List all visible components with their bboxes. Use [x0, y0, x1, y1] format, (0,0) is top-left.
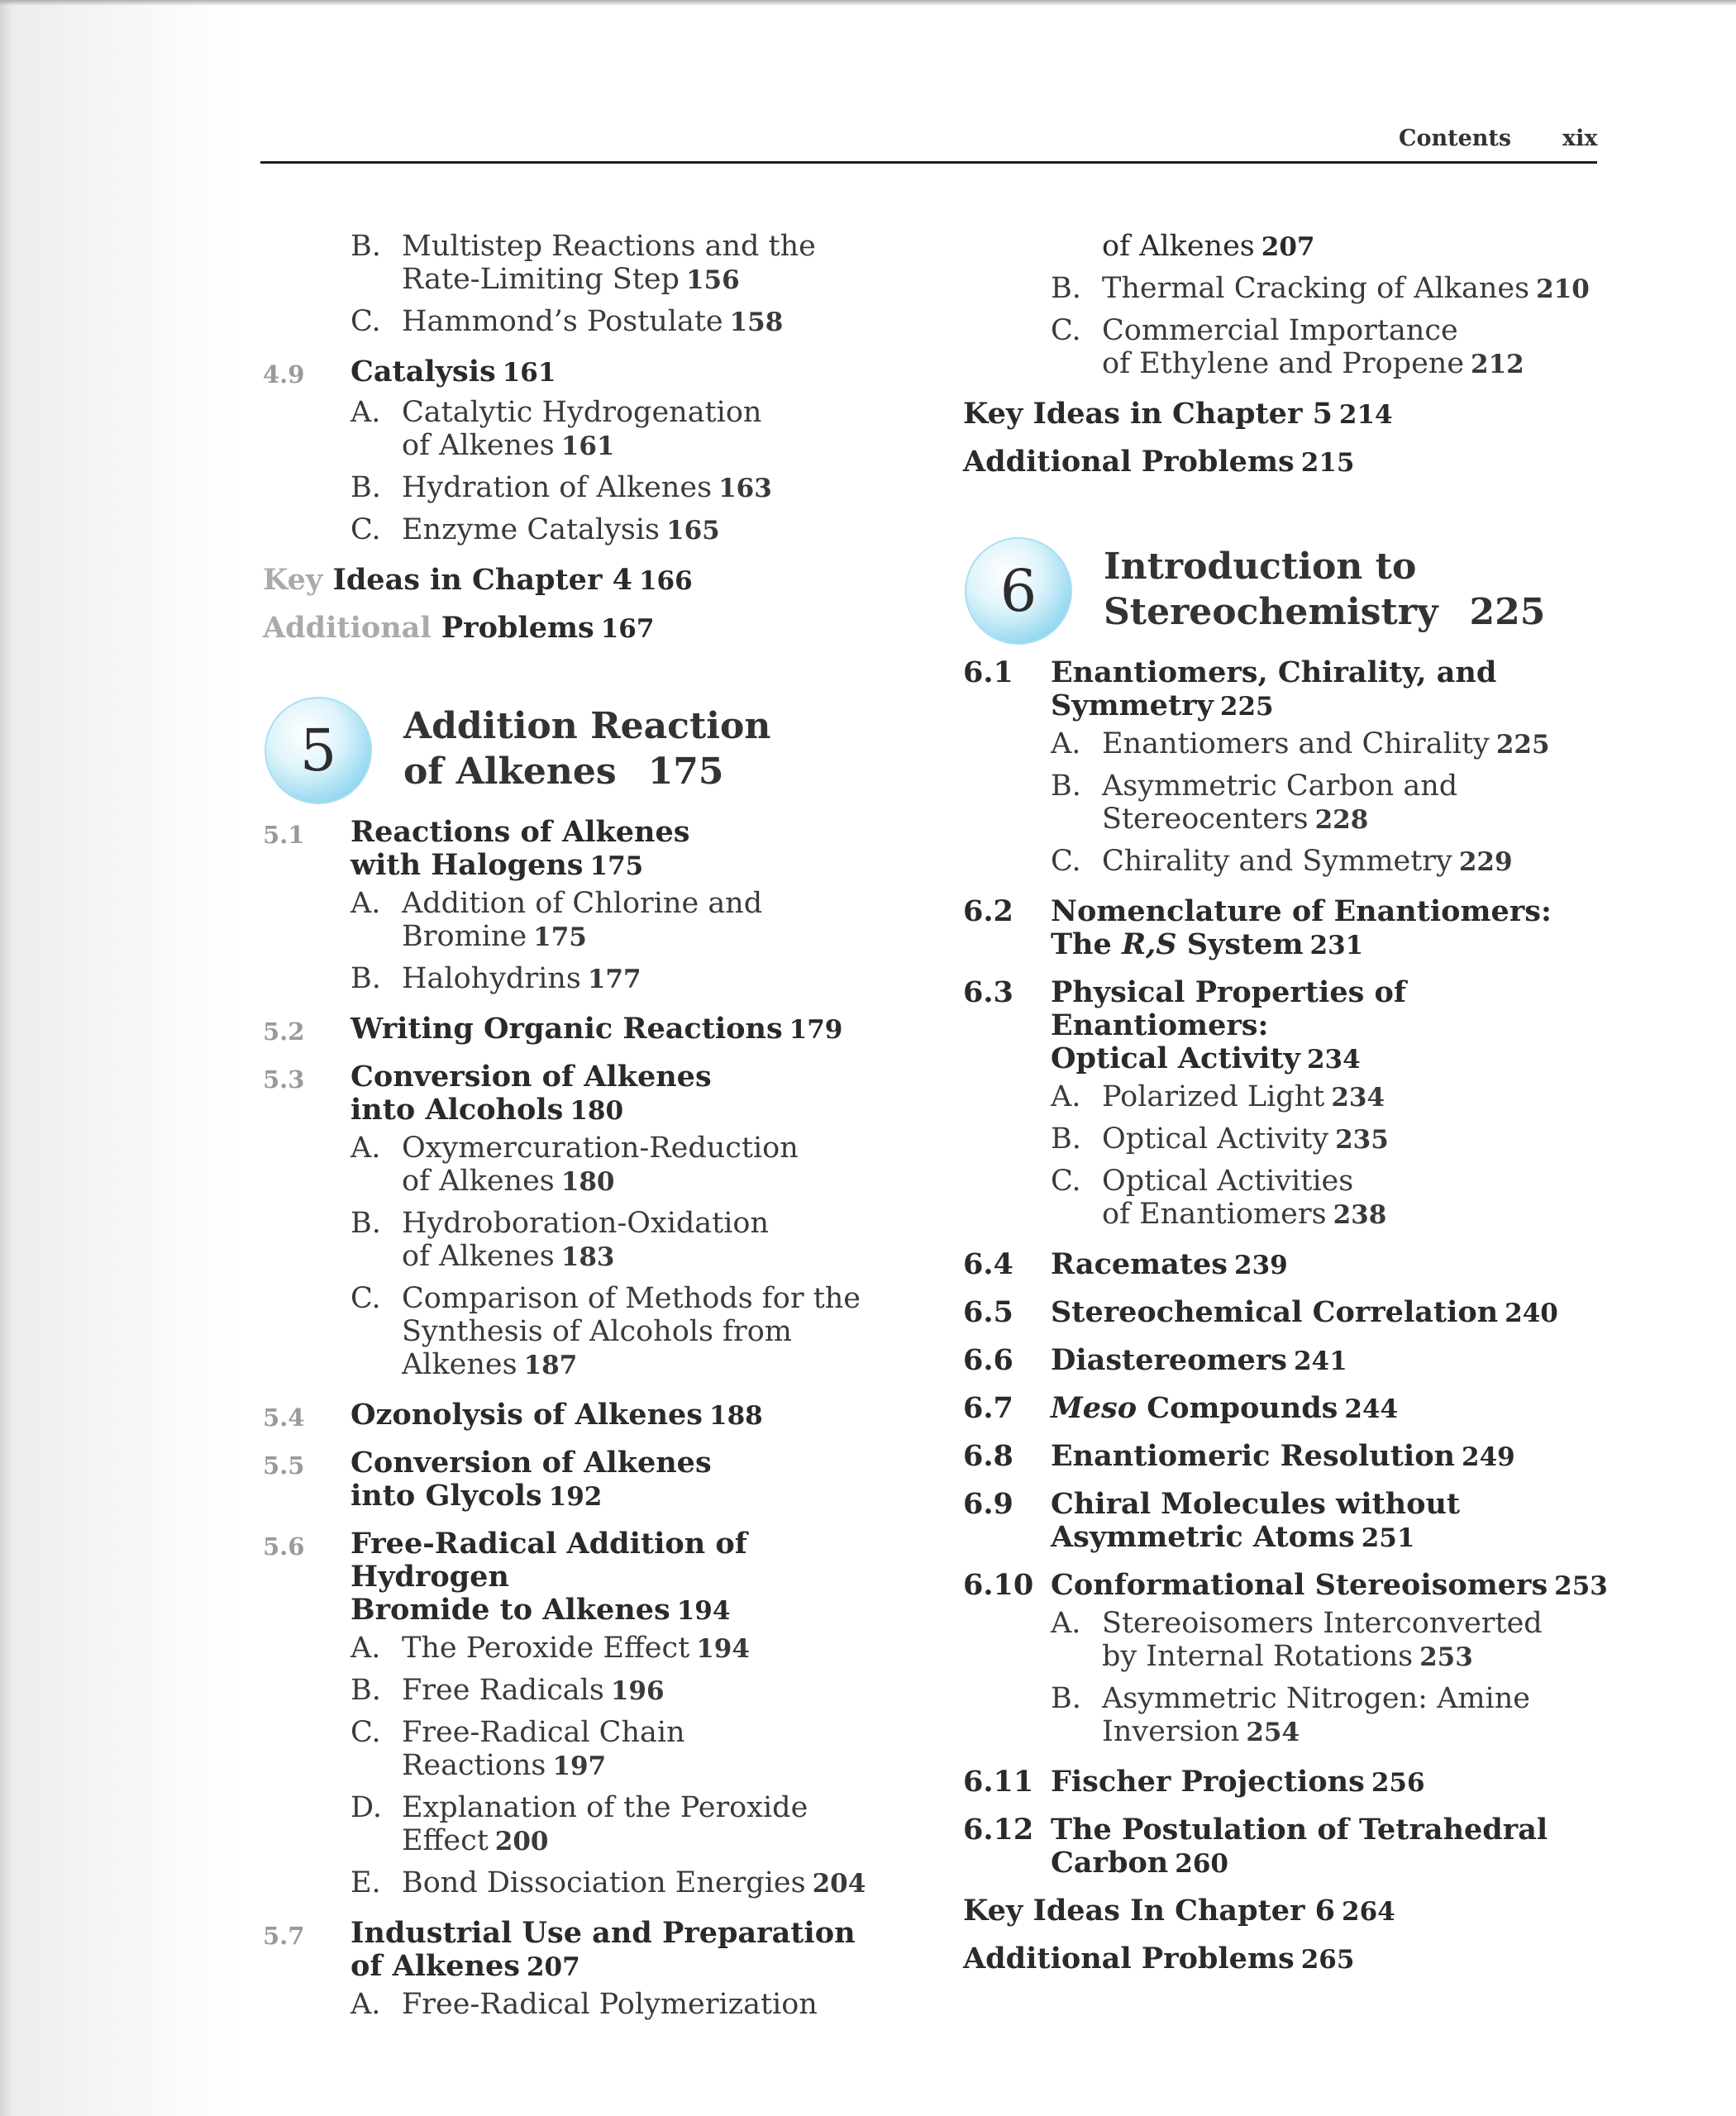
- toc-section-entry[interactable]: [263, 1013, 891, 1046]
- page-number: 161: [502, 358, 556, 388]
- entry-title: Additional Problems 215: [963, 445, 1355, 479]
- entry-label: B.: [1051, 272, 1081, 305]
- entry-label: C.: [1051, 314, 1081, 347]
- entry-label: B.: [1051, 1122, 1081, 1156]
- entry-label: B.: [1051, 770, 1081, 803]
- page-number: 192: [548, 1482, 603, 1512]
- chapter-5-heading[interactable]: [263, 697, 891, 803]
- entry-title: Asymmetric Carbon and Stereocenters 228: [1102, 770, 1458, 836]
- entry-label: 6.1: [963, 655, 1013, 689]
- toc-section-entry[interactable]: [263, 1917, 891, 1984]
- entry-title: of Alkenes 207: [1102, 230, 1315, 263]
- entry-title: Polarized Light 234: [1102, 1080, 1385, 1113]
- page-number: 183: [560, 1242, 615, 1272]
- page-number: 260: [1175, 1849, 1228, 1879]
- entry-label: 5.6: [263, 1532, 305, 1561]
- entry-title: Oxymercuration-Reduction of Alkenes 180: [402, 1132, 799, 1198]
- page-number: 156: [685, 265, 740, 295]
- entry-title: Free-Radical Polymerization: [402, 1988, 818, 2021]
- toc-chapter-end-entry[interactable]: [263, 564, 891, 598]
- entry-title: Key Ideas In Chapter 6 264: [963, 1894, 1395, 1928]
- entry-title: Optical Activity 235: [1102, 1122, 1389, 1156]
- page-number: 253: [1419, 1642, 1473, 1672]
- page-number: 254: [1246, 1718, 1300, 1747]
- entry-label: A.: [351, 396, 381, 429]
- entry-title: Stereoisomers Interconverted by Internal Rotations 253: [1102, 1607, 1543, 1673]
- entry-title: Halohydrins 177: [402, 962, 641, 995]
- chapter-title: Addition Reaction of Alkenes 175: [403, 705, 771, 793]
- chapter-6-heading[interactable]: [963, 537, 1608, 643]
- chapter-number-badge: 6: [965, 537, 1072, 645]
- toc-subsection-entry[interactable]: [963, 1682, 1608, 1749]
- toc-subsection-entry[interactable]: [963, 770, 1608, 836]
- toc-subsection-entry[interactable]: [963, 1165, 1608, 1232]
- entry-title: Commercial Importance of Ethylene and Propene 212: [1102, 314, 1524, 380]
- toc-section-entry[interactable]: [263, 1527, 891, 1628]
- entry-title: Conversion of Alkenes into Alcohols 180: [351, 1060, 712, 1127]
- toc-subsection-entry[interactable]: [263, 1791, 891, 1858]
- page-number: 234: [1306, 1045, 1361, 1075]
- toc-chapter-end-entry[interactable]: [263, 612, 891, 646]
- entry-title: Thermal Cracking of Alkanes 210: [1102, 272, 1590, 305]
- entry-label: A.: [1051, 1607, 1081, 1640]
- entry-label: 6.7: [963, 1391, 1013, 1425]
- entry-title: Hammond’s Postulate 158: [402, 305, 784, 338]
- toc-section-entry[interactable]: [263, 1060, 891, 1127]
- entry-label: 6.12: [963, 1813, 1034, 1847]
- page-number: 215: [1300, 448, 1355, 478]
- binding-edge-shadow: [0, 0, 13, 2116]
- entry-title: Catalytic Hydrogenation of Alkenes 161: [402, 396, 762, 462]
- entry-title: Asymmetric Nitrogen: Amine Inversion 254: [1102, 1682, 1530, 1748]
- page-number: 196: [610, 1676, 665, 1706]
- page-number: 158: [729, 307, 784, 337]
- page-number: 210: [1536, 274, 1590, 304]
- toc-section-entry[interactable]: [963, 1440, 1608, 1474]
- toc-subsection-entry[interactable]: [263, 513, 891, 547]
- page-number: 256: [1371, 1768, 1425, 1798]
- toc-subsection-entry[interactable]: [263, 887, 891, 954]
- entry-label: E.: [351, 1866, 381, 1899]
- page-number: 207: [526, 1952, 580, 1982]
- page-number: 238: [1333, 1200, 1387, 1230]
- page-number: 229: [1458, 847, 1513, 877]
- page-number: 225: [1495, 730, 1550, 760]
- toc-subsection-entry[interactable]: [963, 727, 1608, 761]
- page-number: 265: [1300, 1945, 1355, 1975]
- page-number: 204: [812, 1869, 866, 1899]
- toc-section-entry[interactable]: [963, 895, 1608, 962]
- entry-title: Hydroboration-Oxidation of Alkenes 183: [402, 1207, 770, 1273]
- toc-subsection-entry[interactable]: [263, 1866, 891, 1900]
- binding-gutter-shadow: [0, 0, 240, 2116]
- entry-label: 6.8: [963, 1439, 1013, 1473]
- entry-label: C.: [1051, 1165, 1081, 1198]
- entry-label: 6.5: [963, 1295, 1013, 1329]
- toc-section-entry[interactable]: [963, 1248, 1608, 1282]
- entry-label: A.: [351, 1632, 381, 1665]
- entry-label: 5.3: [263, 1065, 305, 1094]
- faded-gutter-text: Key: [263, 563, 323, 597]
- toc-right-column: [963, 230, 1608, 1976]
- entry-title: Key Ideas in Chapter 4 166: [263, 563, 693, 597]
- entry-label: 6.6: [963, 1343, 1013, 1377]
- toc-section-entry[interactable]: [963, 1766, 1608, 1799]
- entry-label: 5.2: [263, 1017, 305, 1046]
- page-number: 166: [638, 566, 693, 596]
- toc-section-entry[interactable]: [263, 816, 891, 883]
- page-number: 188: [709, 1401, 763, 1431]
- page-number: 240: [1505, 1299, 1558, 1328]
- toc-subsection-entry[interactable]: [263, 471, 891, 505]
- entry-title: Enzyme Catalysis 165: [402, 513, 720, 546]
- toc-subsection-entry[interactable]: [963, 314, 1608, 381]
- page-number: 239: [1234, 1251, 1288, 1280]
- entry-title: Ozonolysis of Alkenes 188: [351, 1398, 763, 1432]
- entry-title: Additional Problems 265: [963, 1942, 1355, 1975]
- entry-label: B.: [1051, 1682, 1081, 1715]
- toc-section-entry[interactable]: [263, 355, 891, 389]
- entry-title: Reactions of Alkenes with Halogens 175: [351, 815, 690, 882]
- toc-subsection-entry[interactable]: [263, 962, 891, 996]
- running-head-page-number: xix: [1562, 126, 1598, 151]
- page-number: 249: [1462, 1442, 1515, 1472]
- page-number: 165: [666, 516, 720, 546]
- page-number: 231: [1309, 931, 1364, 960]
- entry-title: Enantiomers, Chirality, and Symmetry 225: [1051, 655, 1497, 722]
- page-number: 163: [718, 474, 772, 503]
- entry-title: Conversion of Alkenes into Glycols 192: [351, 1446, 712, 1513]
- page-number: 161: [560, 431, 615, 461]
- toc-subsection-entry[interactable]: [263, 1132, 891, 1199]
- toc-section-entry[interactable]: [963, 1569, 1608, 1603]
- toc-section-entry[interactable]: [963, 1813, 1608, 1880]
- entry-label: 4.9: [263, 360, 305, 388]
- toc-subsection-entry[interactable]: [263, 396, 891, 463]
- page-number: 225: [1219, 692, 1274, 722]
- chapter-page-number: 175: [647, 751, 724, 793]
- entry-label: D.: [351, 1791, 382, 1824]
- toc-subsection-entry[interactable]: [963, 272, 1608, 306]
- entry-title: Meso Compounds 244: [1051, 1391, 1399, 1425]
- page-number: 244: [1344, 1394, 1399, 1424]
- chapter-title: Introduction to Stereochemistry 225: [1104, 546, 1546, 633]
- page-number: 264: [1342, 1897, 1395, 1927]
- entry-label: A.: [1051, 1080, 1081, 1113]
- page-number: 228: [1314, 805, 1369, 835]
- entry-title: The Postulation of Tetrahedral Carbon 260: [1051, 1813, 1548, 1880]
- entry-title: Enantiomers and Chirality 225: [1102, 727, 1550, 760]
- entry-title: Racemates 239: [1051, 1247, 1288, 1281]
- toc-subsection-entry[interactable]: [963, 845, 1608, 879]
- page-number: 194: [676, 1596, 731, 1626]
- entry-label: A.: [351, 1132, 381, 1165]
- entry-title: Fischer Projections 256: [1051, 1765, 1425, 1799]
- entry-label: 5.7: [263, 1922, 305, 1950]
- toc-section-entry[interactable]: [963, 1296, 1608, 1330]
- entry-label: B.: [351, 1207, 381, 1240]
- entry-label: 6.3: [963, 975, 1013, 1009]
- toc-left-column: [263, 230, 891, 2021]
- entry-label: 6.4: [963, 1247, 1013, 1281]
- toc-chapter-end-entry[interactable]: [963, 1894, 1608, 1928]
- entry-label: C.: [351, 513, 381, 546]
- toc-subsection-entry[interactable]: [263, 230, 891, 297]
- page-number: 167: [600, 614, 655, 644]
- entry-title: Catalysis 161: [351, 355, 556, 388]
- page-number: 253: [1554, 1571, 1608, 1601]
- faded-gutter-text: Additional: [263, 611, 432, 645]
- toc-subsection-entry[interactable]: [963, 1122, 1608, 1156]
- entry-label: 6.10: [963, 1568, 1034, 1602]
- entry-title: Diastereomers 241: [1051, 1343, 1347, 1377]
- toc-subsection-entry[interactable]: [263, 1207, 891, 1274]
- page-number: 234: [1331, 1083, 1385, 1113]
- entry-label: 5.5: [263, 1451, 305, 1480]
- entry-title: Comparison of Methods for the Synthesis of Alcohols from Alkenes 187: [402, 1282, 861, 1381]
- entry-title: The Peroxide Effect 194: [402, 1632, 750, 1665]
- toc-continuation-entry[interactable]: [963, 230, 1608, 264]
- entry-label: B.: [351, 962, 381, 995]
- entry-label: A.: [1051, 727, 1081, 760]
- entry-label: 5.4: [263, 1404, 305, 1432]
- toc-section-entry[interactable]: [963, 1344, 1608, 1378]
- page-number: 179: [789, 1015, 843, 1045]
- page-number: 180: [570, 1096, 624, 1126]
- page-number: 175: [589, 851, 644, 881]
- entry-title: Industrial Use and Preparation of Alkenes 207: [351, 1916, 856, 1983]
- entry-title: Free Radicals 196: [402, 1674, 665, 1707]
- header-rule: [260, 161, 1597, 164]
- entry-title: Conformational Stereoisomers 253: [1051, 1568, 1608, 1602]
- entry-title: Free-Radical Chain Reactions 197: [402, 1716, 685, 1782]
- toc-subsection-entry[interactable]: [263, 305, 891, 339]
- entry-title: Writing Organic Reactions 179: [351, 1012, 843, 1046]
- chapter-number-badge: 5: [265, 697, 372, 804]
- entry-label: B.: [351, 230, 381, 263]
- toc-subsection-entry[interactable]: [263, 1282, 891, 1382]
- entry-title: Nomenclature of Enantiomers: The R,S System 231: [1051, 894, 1552, 961]
- entry-label: A.: [351, 1988, 381, 2021]
- entry-label: C.: [351, 1716, 381, 1749]
- toc-chapter-end-entry[interactable]: [963, 446, 1608, 479]
- entry-title: Optical Activities of Enantiomers 238: [1102, 1165, 1387, 1231]
- entry-label: C.: [351, 305, 381, 338]
- page-number: 200: [494, 1827, 549, 1856]
- running-head-label: Contents: [1399, 126, 1512, 151]
- entry-title: Enantiomeric Resolution 249: [1051, 1439, 1515, 1473]
- toc-subsection-entry[interactable]: [263, 1988, 891, 2021]
- page-number: 207: [1261, 232, 1315, 262]
- page-number: 175: [533, 922, 587, 952]
- entry-label: 6.2: [963, 894, 1013, 928]
- toc-subsection-entry[interactable]: [263, 1674, 891, 1708]
- chapter-page-number: 225: [1469, 591, 1546, 633]
- entry-title: Physical Properties of Enantiomers: Optical Activity 234: [1051, 975, 1406, 1075]
- scan-top-edge: [0, 0, 1736, 6]
- entry-title: Chiral Molecules without Asymmetric Atoms 251: [1051, 1487, 1461, 1554]
- toc-section-entry[interactable]: [263, 1446, 891, 1513]
- entry-title: Hydration of Alkenes 163: [402, 471, 772, 504]
- toc-section-entry[interactable]: [263, 1399, 891, 1432]
- page-number: 187: [523, 1351, 578, 1380]
- entry-label: 5.1: [263, 821, 305, 849]
- toc-section-entry[interactable]: [963, 656, 1608, 723]
- entry-title: Chirality and Symmetry 229: [1102, 845, 1513, 878]
- toc-subsection-entry[interactable]: [963, 1607, 1608, 1674]
- page-number: 235: [1335, 1125, 1389, 1155]
- toc-chapter-end-entry[interactable]: [963, 1942, 1608, 1976]
- page-number: 241: [1293, 1346, 1347, 1376]
- entry-title: Stereochemical Correlation 240: [1051, 1295, 1558, 1329]
- toc-chapter-end-entry[interactable]: [963, 398, 1608, 431]
- entry-label: B.: [351, 471, 381, 504]
- entry-title: Free-Radical Addition of Hydrogen Bromide to Alkenes 194: [351, 1527, 747, 1627]
- entry-label: B.: [351, 1674, 381, 1707]
- entry-label: C.: [351, 1282, 381, 1315]
- page-number: 180: [560, 1167, 615, 1197]
- entry-title: Bond Dissociation Energies 204: [402, 1866, 866, 1899]
- entry-title: Multistep Reactions and the Rate-Limiting Step 156: [402, 230, 816, 296]
- entry-title: Additional Problems 167: [263, 611, 655, 645]
- entry-label: C.: [1051, 845, 1081, 878]
- entry-label: A.: [351, 887, 381, 920]
- page-number: 251: [1361, 1523, 1415, 1553]
- page-number: 212: [1471, 350, 1524, 379]
- toc-subsection-entry[interactable]: [263, 1632, 891, 1666]
- entry-title: Explanation of the Peroxide Effect 200: [402, 1791, 808, 1857]
- toc-section-entry[interactable]: [963, 1488, 1608, 1555]
- toc-section-entry[interactable]: [963, 1392, 1608, 1426]
- entry-label: 6.11: [963, 1765, 1034, 1799]
- page-number: 214: [1338, 400, 1393, 430]
- page-number: 197: [552, 1751, 607, 1781]
- page-number: 194: [696, 1634, 750, 1664]
- entry-label: 6.9: [963, 1487, 1013, 1521]
- entry-title: Addition of Chlorine and Bromine 175: [402, 887, 763, 953]
- toc-subsection-entry[interactable]: [963, 1080, 1608, 1114]
- page-number: 177: [587, 965, 641, 994]
- toc-subsection-entry[interactable]: [263, 1716, 891, 1783]
- toc-section-entry[interactable]: [963, 976, 1608, 1076]
- entry-title: Key Ideas in Chapter 5 214: [963, 397, 1393, 431]
